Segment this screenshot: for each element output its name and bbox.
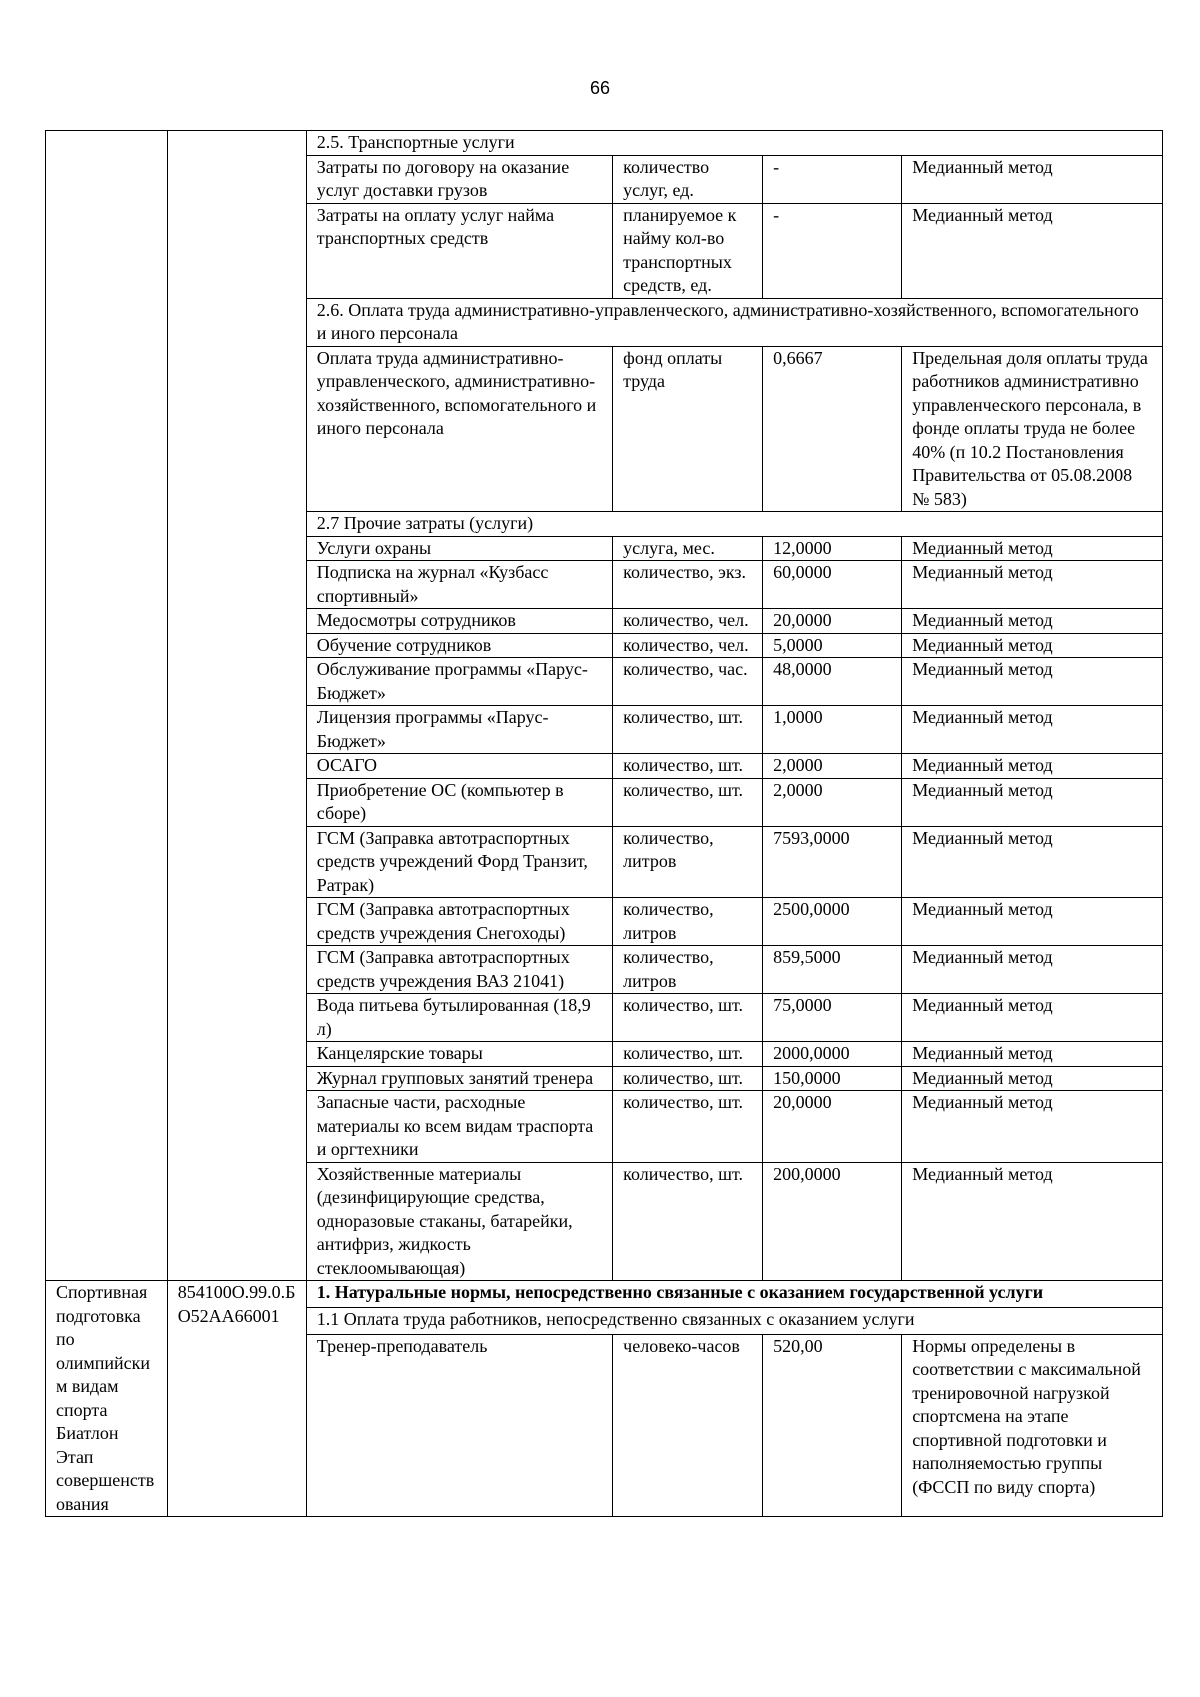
row-unit: количество, шт. xyxy=(613,1091,763,1163)
row-unit: планируемое к найму кол-во транспортных средств, ед. xyxy=(613,203,763,298)
row-value: 12,0000 xyxy=(763,536,902,561)
row-name: Лицензия программы «Парус-Бюджет» xyxy=(306,706,612,754)
empty-service-cell xyxy=(46,131,168,1281)
row-unit: количество, шт. xyxy=(613,706,763,754)
row-value: 200,0000 xyxy=(763,1162,902,1281)
row-name: Затраты по договору на оказание услуг доставки грузов xyxy=(306,155,612,203)
service-row-unit: человеко-часов xyxy=(613,1334,763,1516)
section-title: 1.1 Оплата труда работников, непосредственно связанных с оказанием услуги xyxy=(306,1307,1162,1334)
row-value: 20,0000 xyxy=(763,1091,902,1163)
row-name: Канцелярские товары xyxy=(306,1042,612,1067)
row-name: Затраты на оплату услуг найма транспортных средств xyxy=(306,203,612,298)
row-unit: количество, литров xyxy=(613,898,763,946)
section-title: 2.6. Оплата труда административно-управленческого, административно-хозяйственного, вспомогательного и иного персонала xyxy=(306,298,1162,346)
row-method: Медианный метод xyxy=(902,826,1163,898)
row-value: - xyxy=(763,203,902,298)
service-code: 854100О.99.0.БО52АА66001 xyxy=(167,1281,306,1517)
row-value: 2,0000 xyxy=(763,754,902,779)
row-method: Медианный метод xyxy=(902,658,1163,706)
row-unit: количество, литров xyxy=(613,826,763,898)
row-name: ОСАГО xyxy=(306,754,612,779)
page-number: 66 xyxy=(589,78,611,98)
row-unit: количество, шт. xyxy=(613,754,763,779)
row-method: Медианный метод xyxy=(902,754,1163,779)
row-value: 2000,0000 xyxy=(763,1042,902,1067)
row-value: 2,0000 xyxy=(763,778,902,826)
row-method: Медианный метод xyxy=(902,706,1163,754)
row-unit: количество, чел. xyxy=(613,609,763,634)
row-unit: количество, шт. xyxy=(613,1042,763,1067)
row-unit: количество, шт. xyxy=(613,994,763,1042)
row-method: Медианный метод xyxy=(902,155,1163,203)
row-unit: количество, шт. xyxy=(613,1162,763,1281)
row-unit: количество, экз. xyxy=(613,561,763,609)
row-unit: количество, чел. xyxy=(613,633,763,658)
row-value: 20,0000 xyxy=(763,609,902,634)
row-value: 75,0000 xyxy=(763,994,902,1042)
row-method: Предельная доля оплаты труда работников административно управленческого персонала, в фонде оплаты труда не более 40% (п 10.2 Постановления Правительства от 05.08.2008 № 583) xyxy=(902,346,1163,512)
row-name: Обслуживание программы «Парус-Бюджет» xyxy=(306,658,612,706)
row-method: Медианный метод xyxy=(902,1091,1163,1163)
row-method: Медианный метод xyxy=(902,946,1163,994)
row-method: Медианный метод xyxy=(902,994,1163,1042)
service-name: Спортивная подготовка по олимпийским видам спорта Биатлон Этап совершенствования xyxy=(46,1281,168,1517)
row-unit: количество, литров xyxy=(613,946,763,994)
row-unit: количество услуг, ед. xyxy=(613,155,763,203)
section-title: 2.5. Транспортные услуги xyxy=(306,131,1162,156)
service-row-method: Нормы определены в соответствии с максимальной тренировочной нагрузкой спортсмена на этапе спортивной подготовки и наполняемостью группы (ФССП по виду спорта) xyxy=(902,1334,1163,1516)
row-method: Медианный метод xyxy=(902,203,1163,298)
row-method: Медианный метод xyxy=(902,778,1163,826)
row-name: ГСМ (Заправка автотраспортных средств учреждения ВАЗ 21041) xyxy=(306,946,612,994)
empty-code-cell xyxy=(167,131,306,1281)
row-method: Медианный метод xyxy=(902,1066,1163,1091)
row-value: - xyxy=(763,155,902,203)
row-method: Медианный метод xyxy=(902,633,1163,658)
row-unit: количество, шт. xyxy=(613,1066,763,1091)
row-name: Вода питьева бутылированная (18,9 л) xyxy=(306,994,612,1042)
row-name: Услуги охраны xyxy=(306,536,612,561)
row-value: 0,6667 xyxy=(763,346,902,512)
row-name: ГСМ (Заправка автотраспортных средств учреждений Форд Транзит, Ратрак) xyxy=(306,826,612,898)
service-row-value: 520,00 xyxy=(763,1334,902,1516)
section-title: 1. Натуральные нормы, непосредственно связанные с оказанием государственной услуги xyxy=(306,1281,1162,1308)
row-name: ГСМ (Заправка автотраспортных средств учреждения Снегоходы) xyxy=(306,898,612,946)
row-value: 48,0000 xyxy=(763,658,902,706)
row-value: 150,0000 xyxy=(763,1066,902,1091)
row-method: Медианный метод xyxy=(902,1042,1163,1067)
row-unit: количество, час. xyxy=(613,658,763,706)
row-method: Медианный метод xyxy=(902,1162,1163,1281)
row-name: Хозяйственные материалы (дезинфицирующие средства, одноразовые стаканы, батарейки, антифриз, жидкость стеклоомывающая) xyxy=(306,1162,612,1281)
section-title: 2.7 Прочие затраты (услуги) xyxy=(306,512,1162,537)
row-value: 1,0000 xyxy=(763,706,902,754)
row-method: Медианный метод xyxy=(902,561,1163,609)
row-method: Медианный метод xyxy=(902,536,1163,561)
row-unit: количество, шт. xyxy=(613,778,763,826)
row-name: Медосмотры сотрудников xyxy=(306,609,612,634)
row-unit: услуга, мес. xyxy=(613,536,763,561)
row-name: Подписка на журнал «Кузбасс спортивный» xyxy=(306,561,612,609)
row-name: Оплата труда административно-управленческого, административно-хозяйственного, вспомогательного и иного персонала xyxy=(306,346,612,512)
row-value: 859,5000 xyxy=(763,946,902,994)
row-name: Запасные части, расходные материалы ко всем видам траспорта и оргтехники xyxy=(306,1091,612,1163)
row-value: 2500,0000 xyxy=(763,898,902,946)
row-value: 60,0000 xyxy=(763,561,902,609)
row-name: Обучение сотрудников xyxy=(306,633,612,658)
row-method: Медианный метод xyxy=(902,609,1163,634)
section-row xyxy=(46,131,1163,156)
row-name: Приобретение ОС (компьютер в сборе) xyxy=(306,778,612,826)
row-method: Медианный метод xyxy=(902,898,1163,946)
service-row-name: Тренер-преподаватель xyxy=(306,1334,612,1516)
row-value: 5,0000 xyxy=(763,633,902,658)
row-name: Журнал групповых занятий тренера xyxy=(306,1066,612,1091)
row-value: 7593,0000 xyxy=(763,826,902,898)
row-unit: фонд оплаты труда xyxy=(613,346,763,512)
service-section-row xyxy=(46,1281,1163,1308)
norms-table xyxy=(45,130,1163,1517)
